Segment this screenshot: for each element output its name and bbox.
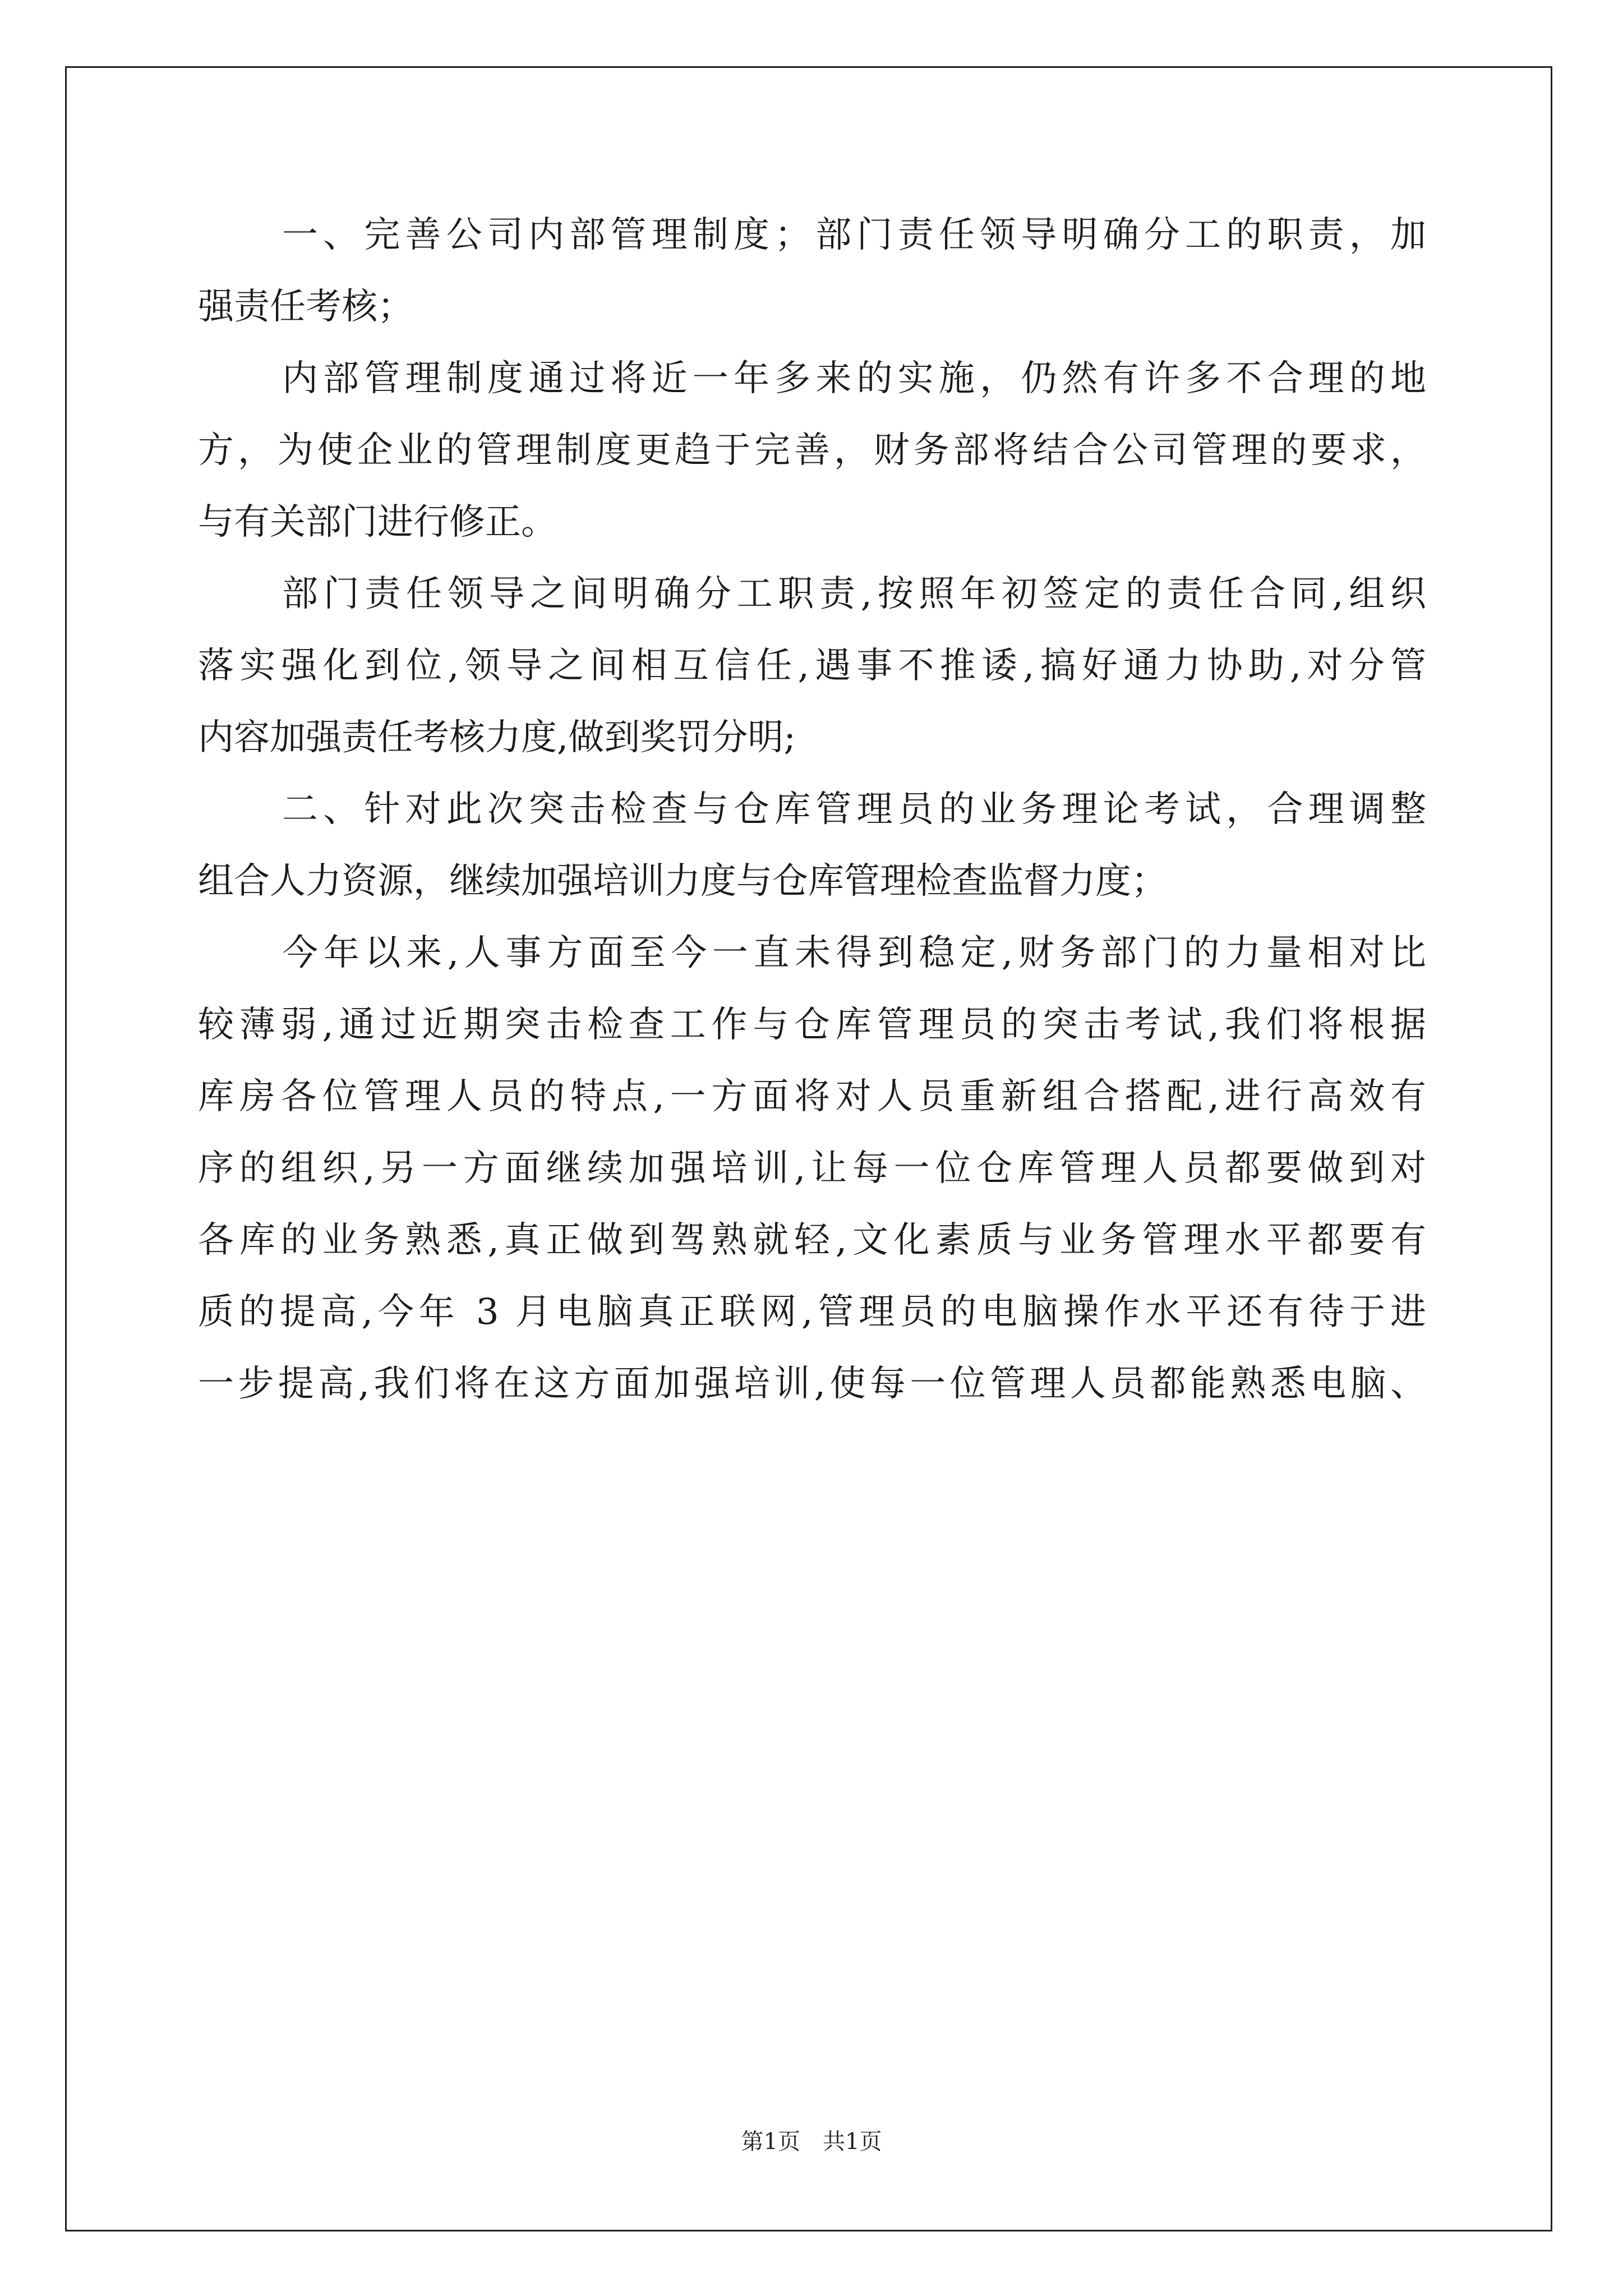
paragraph-line: 二、针对此次突击检查与仓库管理员的业务理论考试，合理调整 — [282, 789, 1426, 830]
paragraph-line: 与有关部门进行修正。 — [198, 501, 557, 543]
paragraph-line: 组合人力资源，继续加强培训力度与仓库管理检查监督力度； — [198, 861, 1167, 902]
paragraph-line: 今年以来,人事方面至今一直未得到稳定,财务部门的力量相对比 — [282, 932, 1426, 974]
document-body — [198, 199, 1426, 1420]
paragraph-line: 内容加强责任考核力度,做到奖罚分明; — [198, 717, 796, 758]
paragraph-line: 库房各位管理人员的特点,一方面将对人员重新组合搭配,进行高效有 — [198, 1076, 1426, 1117]
paragraph-line: 质的提高,今年 3 月电脑真正联网,管理员的电脑操作水平还有待于进 — [198, 1291, 1426, 1333]
paragraph-line: 方，为使企业的管理制度更趋于完善，财务部将结合公司管理的要求， — [198, 430, 1426, 471]
paragraph-line: 各库的业务熟悉,真正做到驾熟就轻,文化素质与业务管理水平都要有 — [198, 1220, 1426, 1261]
paragraph-line: 一、完善公司内部管理制度；部门责任领导明确分工的职责，加 — [282, 214, 1426, 256]
page-footer: 第1页 共1页 — [741, 2129, 882, 2155]
paragraph-line: 内部管理制度通过将近一年多来的实施，仍然有许多不合理的地 — [282, 358, 1426, 399]
paragraph-line: 序的组织,另一方面继续加强培训,让每一位仓库管理人员都要做到对 — [198, 1148, 1426, 1189]
paragraph-line: 部门责任领导之间明确分工职责,按照年初签定的责任合同,组织 — [282, 573, 1426, 615]
paragraph-line: 强责任考核； — [198, 286, 413, 328]
paragraph-line: 较薄弱,通过近期突击检查工作与仓库管理员的突击考试,我们将根据 — [198, 1004, 1426, 1046]
paragraph-line: 一步提高,我们将在这方面加强培训,使每一位管理人员都能熟悉电脑、 — [198, 1363, 1426, 1405]
paragraph-line: 落实强化到位,领导之间相互信任,遇事不推诿,搞好通力协助,对分管 — [198, 645, 1426, 687]
